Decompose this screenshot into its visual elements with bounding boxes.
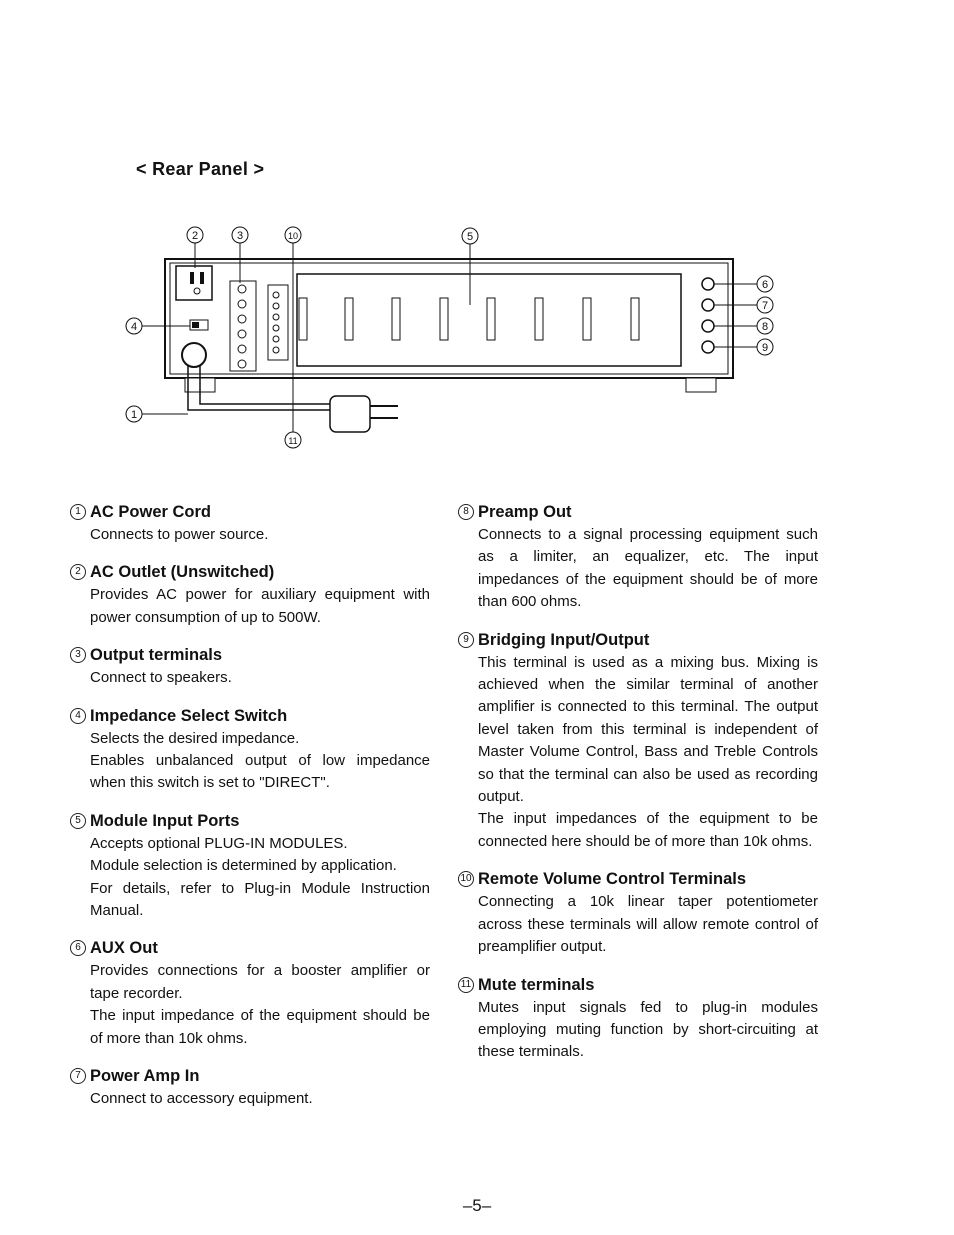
item-heading	[458, 500, 818, 524]
item-description: This terminal is used as a mixing bus. Mixing is achieved when the similar terminal of another amplifier is connected to this terminal. The output level taken from this terminal is independent of Master Volume Control, Bass and Treble Controls so that the terminal can also be used as recording output.	[478, 653, 818, 806]
item-description: Connects to power source.	[90, 526, 269, 543]
item-number: 7	[70, 1068, 86, 1084]
item-title: Output terminals	[90, 646, 223, 665]
item-title: AUX Out	[90, 939, 158, 958]
power-plug	[330, 396, 370, 432]
section-title: < Rear Panel >	[136, 159, 265, 179]
item-title: Bridging Input/Output	[478, 630, 650, 649]
svg-text:9: 9	[761, 342, 769, 354]
item-2	[70, 560, 430, 629]
item-title: Mute terminals	[478, 975, 595, 994]
item-title: Impedance Select Switch	[90, 706, 288, 725]
item-heading	[70, 560, 430, 584]
item-description: Enables unbalanced output of low impedance when this switch is set to "DIRECT".	[90, 752, 430, 792]
item-heading	[458, 628, 818, 652]
item-heading	[458, 867, 818, 891]
item-description: Accepts optional PLUG-IN MODULES.	[90, 834, 348, 852]
item-11	[458, 973, 818, 1064]
item-number: 4	[70, 708, 86, 724]
item-heading	[70, 500, 430, 524]
item-description: The input impedances of the equipment to be connected here should be of more than 10k ohms.	[478, 810, 818, 850]
callout-4	[126, 318, 142, 334]
callout-7	[757, 297, 773, 313]
item-title: Module Input Ports	[90, 811, 240, 830]
callout-2	[187, 227, 203, 243]
item-title: Remote Volume Control Terminals	[478, 870, 747, 889]
rear-panel-diagram	[0, 0, 954, 470]
item-heading	[458, 973, 818, 997]
item-number: 8	[458, 504, 474, 520]
svg-text:5: 5	[466, 231, 474, 243]
callout-9	[757, 339, 773, 355]
item-description: Provides AC power for auxiliary equipment with power consumption of up to 500W.	[90, 586, 430, 626]
item-description: Connect to speakers.	[90, 669, 232, 687]
left-column	[70, 500, 430, 1125]
callout-6	[757, 276, 773, 292]
item-number: 5	[70, 813, 86, 829]
item-number: 10	[458, 871, 474, 887]
remote-terminal-block	[268, 285, 288, 360]
bridging-jack	[702, 341, 714, 353]
power-amp-in-jack	[702, 299, 714, 311]
callout-11	[285, 432, 301, 448]
item-7	[70, 1064, 430, 1110]
item-number: 3	[70, 647, 86, 663]
callout-3	[232, 227, 248, 243]
item-description: Provides connections for a booster amplifier or tape recorder.	[90, 962, 430, 1002]
item-8	[458, 500, 818, 614]
preamp-out-jack	[702, 320, 714, 332]
item-heading	[70, 643, 430, 667]
item-number: 1	[70, 504, 86, 520]
page-number: –5–	[462, 1196, 492, 1215]
svg-text:11: 11	[288, 436, 298, 446]
item-number: 6	[70, 940, 86, 956]
item-description: Connecting a 10k linear taper potentiometer across these terminals will allow remote control of preamplifier output.	[478, 893, 818, 956]
item-description: Connect to accessory equipment.	[90, 1090, 313, 1108]
item-4	[70, 704, 430, 795]
item-description: Connects to a signal processing equipment such as a limiter, an equalizer, etc. The input impedances of the equipment should be of more than 600 ohms.	[478, 526, 818, 611]
chassis-outline	[165, 259, 733, 378]
right-column	[458, 500, 818, 1078]
item-description: Mutes input signals fed to plug-in modules employing muting function by short-circuiting at these terminals.	[478, 998, 818, 1061]
item-10	[458, 867, 818, 958]
callout-5	[462, 228, 478, 244]
svg-text:3: 3	[236, 230, 244, 242]
output-terminal-block	[230, 281, 256, 371]
module-bay	[297, 274, 681, 366]
svg-text:10: 10	[287, 231, 299, 241]
svg-text:1: 1	[130, 409, 138, 421]
callout-8	[757, 318, 773, 334]
item-1	[70, 500, 430, 546]
item-number: 2	[70, 564, 86, 580]
chassis-foot-right	[686, 378, 716, 392]
item-9	[458, 628, 818, 854]
item-heading	[70, 1064, 430, 1088]
svg-text:4: 4	[130, 321, 138, 333]
item-number: 9	[458, 632, 474, 648]
item-title: Power Amp In	[90, 1067, 200, 1086]
item-title: AC Outlet (Unswitched)	[90, 563, 275, 582]
item-description: The input impedance of the equipment should be of more than 10k ohms.	[90, 1007, 430, 1047]
svg-text:7: 7	[761, 300, 769, 312]
item-description: Selects the desired impedance.	[90, 729, 300, 747]
item-heading	[70, 809, 430, 833]
item-description: For details, refer to Plug-in Module Instruction Manual.	[90, 879, 430, 920]
svg-text:8: 8	[761, 321, 769, 333]
svg-text:2: 2	[191, 230, 199, 242]
item-title: Preamp Out	[478, 503, 572, 521]
item-6	[70, 936, 430, 1050]
item-5	[70, 809, 430, 923]
item-heading	[70, 704, 430, 728]
callout-10	[285, 227, 301, 243]
item-heading	[70, 936, 430, 960]
callout-1	[126, 406, 142, 422]
svg-text:6: 6	[761, 279, 769, 291]
chassis-inner	[170, 263, 728, 374]
item-number: 11	[458, 977, 474, 993]
item-3	[70, 643, 430, 689]
item-title: AC Power Cord	[90, 503, 212, 521]
item-description: Module selection is determined by application.	[90, 857, 397, 875]
aux-out-jack	[702, 278, 714, 290]
